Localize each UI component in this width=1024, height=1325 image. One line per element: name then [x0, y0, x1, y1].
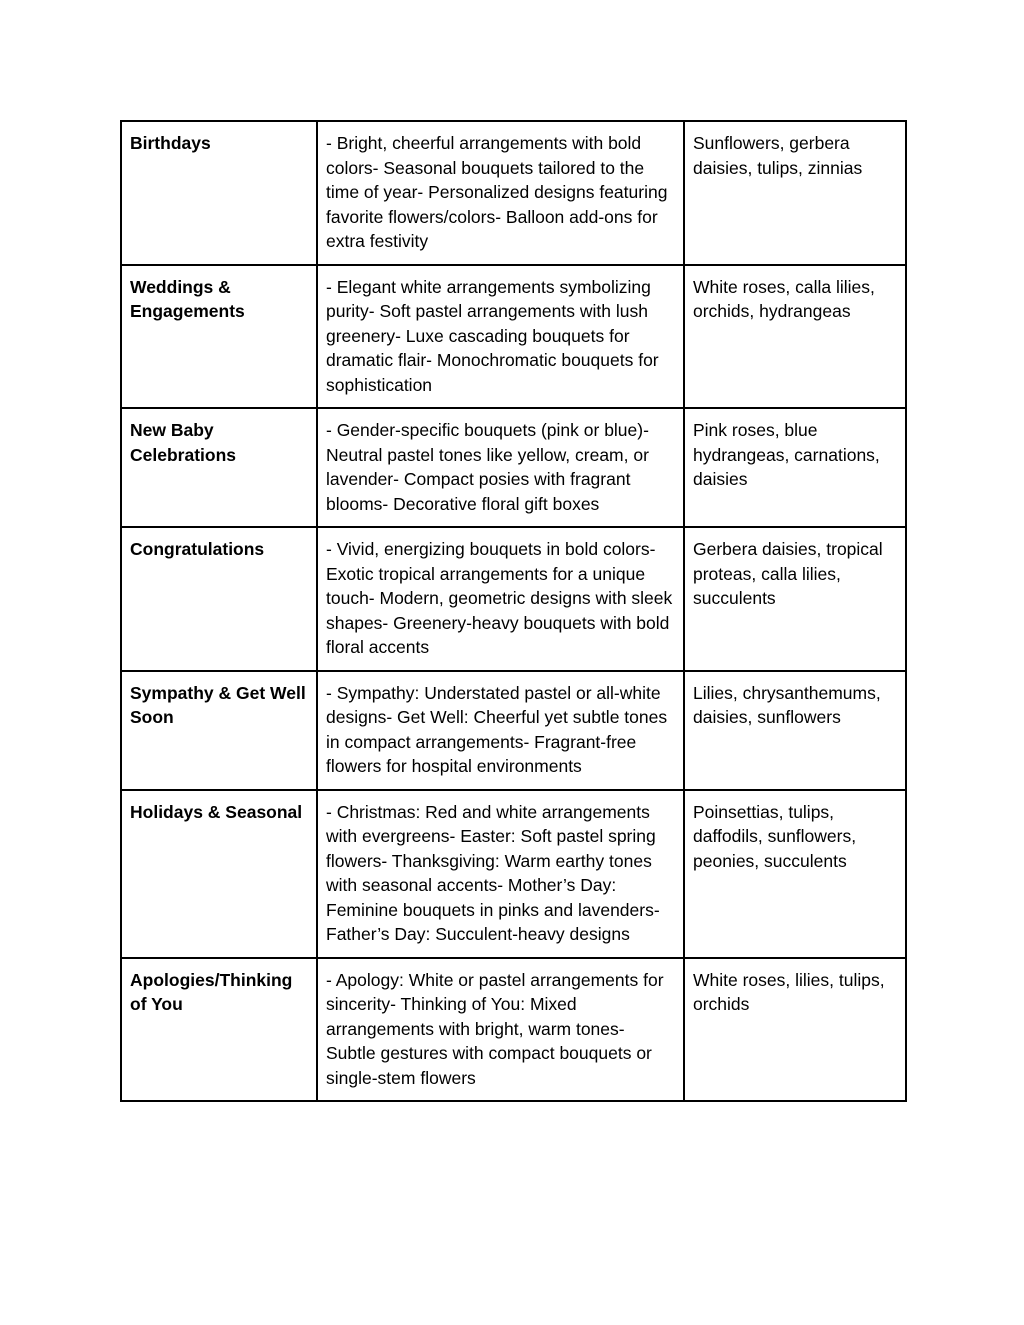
occasion-cell: Holidays & Seasonal — [121, 790, 317, 958]
styles-cell: - Apology: White or pastel arrangements for sincerity- Thinking of You: Mixed arrangements with bright, warm tones- Subtle gestures with compact bouquets or single-stem flowers — [317, 958, 684, 1102]
flowers-cell: Poinsettias, tulips, daffodils, sunflowers, peonies, succulents — [684, 790, 906, 958]
styles-cell: - Christmas: Red and white arrangements with evergreens- Easter: Soft pastel spring flowers- Thanksgiving: Warm earthy tones with seasonal accents- Mother’s Day: Feminine bouquets in pinks and lavenders- Father’s Day: Succulent-heavy designs — [317, 790, 684, 958]
styles-cell: - Sympathy: Understated pastel or all-white designs- Get Well: Cheerful yet subtle tones in compact arrangements- Fragrant-free flowers for hospital environments — [317, 671, 684, 790]
flowers-cell: Gerbera daisies, tropical proteas, calla lilies, succulents — [684, 527, 906, 671]
table-row — [121, 671, 906, 790]
occasion-cell: Birthdays — [121, 121, 317, 265]
styles-cell: - Gender-specific bouquets (pink or blue)- Neutral pastel tones like yellow, cream, or lavender- Compact posies with fragrant blooms- Decorative floral gift boxes — [317, 408, 684, 527]
styles-cell: - Vivid, energizing bouquets in bold colors- Exotic tropical arrangements for a unique touch- Modern, geometric designs with sleek shapes- Greenery-heavy bouquets with bold floral accents — [317, 527, 684, 671]
occasion-cell: Apologies/Thinking of You — [121, 958, 317, 1102]
occasion-cell: Weddings & Engagements — [121, 265, 317, 409]
flowers-cell: Lilies, chrysanthemums, daisies, sunflowers — [684, 671, 906, 790]
occasion-flower-table — [120, 120, 907, 1102]
table-row — [121, 527, 906, 671]
flowers-cell: Pink roses, blue hydrangeas, carnations, daisies — [684, 408, 906, 527]
occasion-cell: Congratulations — [121, 527, 317, 671]
occasion-cell: Sympathy & Get Well Soon — [121, 671, 317, 790]
flowers-cell: White roses, calla lilies, orchids, hydrangeas — [684, 265, 906, 409]
flowers-cell: White roses, lilies, tulips, orchids — [684, 958, 906, 1102]
styles-cell: - Bright, cheerful arrangements with bold colors- Seasonal bouquets tailored to the time of year- Personalized designs featuring favorite flowers/colors- Balloon add-ons for extra festivity — [317, 121, 684, 265]
table-row — [121, 265, 906, 409]
occasion-cell: New Baby Celebrations — [121, 408, 317, 527]
table-row — [121, 790, 906, 958]
table-row — [121, 958, 906, 1102]
table-row — [121, 408, 906, 527]
document-page — [120, 120, 905, 1102]
styles-cell: - Elegant white arrangements symbolizing purity- Soft pastel arrangements with lush greenery- Luxe cascading bouquets for dramatic flair- Monochromatic bouquets for sophistication — [317, 265, 684, 409]
flowers-cell: Sunflowers, gerbera daisies, tulips, zinnias — [684, 121, 906, 265]
table-row — [121, 121, 906, 265]
